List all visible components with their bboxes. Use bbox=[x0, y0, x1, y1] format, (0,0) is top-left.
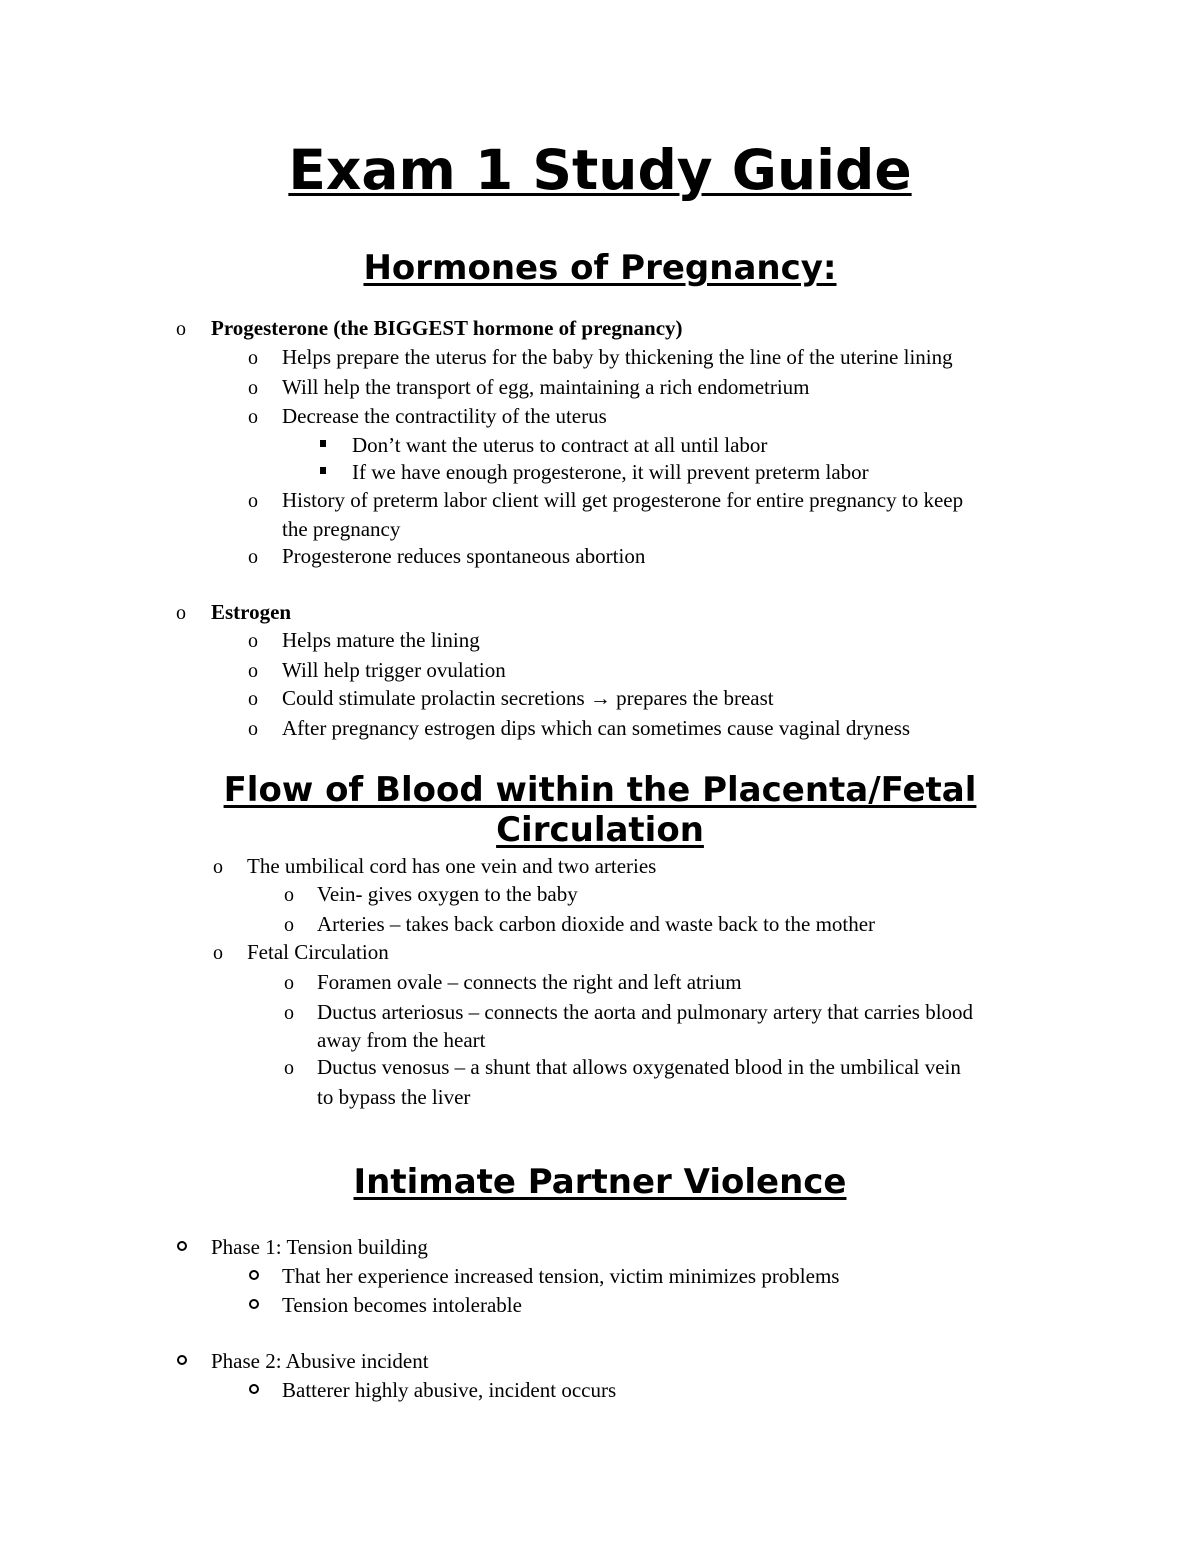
bullet-marker: o bbox=[284, 884, 294, 906]
list-item: Will help trigger ovulation bbox=[282, 658, 506, 682]
bullet-marker: o bbox=[284, 1057, 294, 1079]
list-item: Helps mature the lining bbox=[282, 628, 480, 652]
list-item: The umbilical cord has one vein and two arteries bbox=[247, 854, 657, 878]
bullet-marker: o bbox=[248, 347, 258, 369]
bullet-marker: o bbox=[284, 972, 294, 994]
list-item-estrogen: Estrogen bbox=[211, 600, 292, 624]
list-item-continuation: away from the heart bbox=[317, 1028, 486, 1052]
list-item-continuation: the pregnancy bbox=[282, 517, 401, 541]
bullet-marker: o bbox=[248, 406, 258, 428]
list-item: Vein- gives oxygen to the baby bbox=[317, 882, 578, 906]
bullet-marker: o bbox=[248, 490, 258, 512]
bullet-marker: o bbox=[248, 630, 258, 652]
bullet-marker: o bbox=[248, 718, 258, 740]
list-item: Decrease the contractility of the uterus bbox=[282, 404, 607, 428]
bullet-marker: o bbox=[248, 660, 258, 682]
list-item: Fetal Circulation bbox=[247, 940, 389, 964]
bullet-marker: o bbox=[213, 942, 223, 964]
bullet-marker: o bbox=[284, 914, 294, 936]
list-item: That her experience increased tension, victim minimizes problems bbox=[282, 1264, 840, 1288]
section-heading-ipv: Intimate Partner Violence bbox=[353, 1162, 847, 1202]
list-item: Phase 2: Abusive incident bbox=[211, 1349, 429, 1373]
list-item: Arteries – takes back carbon dioxide and waste back to the mother bbox=[317, 912, 876, 936]
list-item: Tension becomes intolerable bbox=[282, 1293, 522, 1317]
ring-bullet-icon bbox=[177, 1355, 187, 1365]
bullet-marker: o bbox=[176, 602, 186, 624]
bullet-marker: o bbox=[284, 1002, 294, 1024]
list-item: Progesterone reduces spontaneous abortion bbox=[282, 544, 646, 568]
list-item: Don’t want the uterus to contract at all until labor bbox=[352, 433, 768, 457]
list-item: Will help the transport of egg, maintaining a rich endometrium bbox=[282, 375, 810, 399]
list-item: Batterer highly abusive, incident occurs bbox=[282, 1378, 617, 1402]
bullet-marker: o bbox=[213, 856, 223, 878]
list-item: Ductus arteriosus – connects the aorta and pulmonary artery that carries blood bbox=[317, 1000, 974, 1024]
list-item: Phase 1: Tension building bbox=[211, 1235, 428, 1259]
page-title: Exam 1 Study Guide bbox=[288, 138, 912, 202]
ring-bullet-icon bbox=[177, 1241, 187, 1251]
list-item: Helps prepare the uterus for the baby by thickening the line of the uterine lining bbox=[282, 345, 953, 369]
list-item: After pregnancy estrogen dips which can sometimes cause vaginal dryness bbox=[282, 716, 911, 740]
bullet-marker: o bbox=[248, 546, 258, 568]
bullet-marker: o bbox=[176, 318, 186, 340]
square-bullet-icon bbox=[320, 467, 326, 474]
list-item: Foramen ovale – connects the right and left atrium bbox=[317, 970, 742, 994]
list-item-progesterone: Progesterone (the BIGGEST hormone of pregnancy) bbox=[211, 316, 683, 340]
square-bullet-icon bbox=[320, 440, 326, 447]
section-heading-hormones: Hormones of Pregnancy: bbox=[363, 248, 837, 288]
list-item-continuation: to bypass the liver bbox=[317, 1085, 471, 1109]
list-item: If we have enough progesterone, it will prevent preterm labor bbox=[352, 460, 869, 484]
list-item: Could stimulate prolactin secretions → prepares the breast bbox=[282, 686, 774, 710]
ring-bullet-icon bbox=[249, 1270, 259, 1280]
list-item: Ductus venosus – a shunt that allows oxygenated blood in the umbilical vein bbox=[317, 1055, 961, 1079]
ring-bullet-icon bbox=[249, 1299, 259, 1309]
bullet-marker: o bbox=[248, 688, 258, 710]
bullet-marker: o bbox=[248, 377, 258, 399]
ring-bullet-icon bbox=[249, 1384, 259, 1394]
section-heading-blood-flow: Flow of Blood within the Placenta/Fetal Circulation bbox=[223, 770, 977, 850]
list-item: History of preterm labor client will get progesterone for entire pregnancy to keep bbox=[282, 488, 964, 512]
